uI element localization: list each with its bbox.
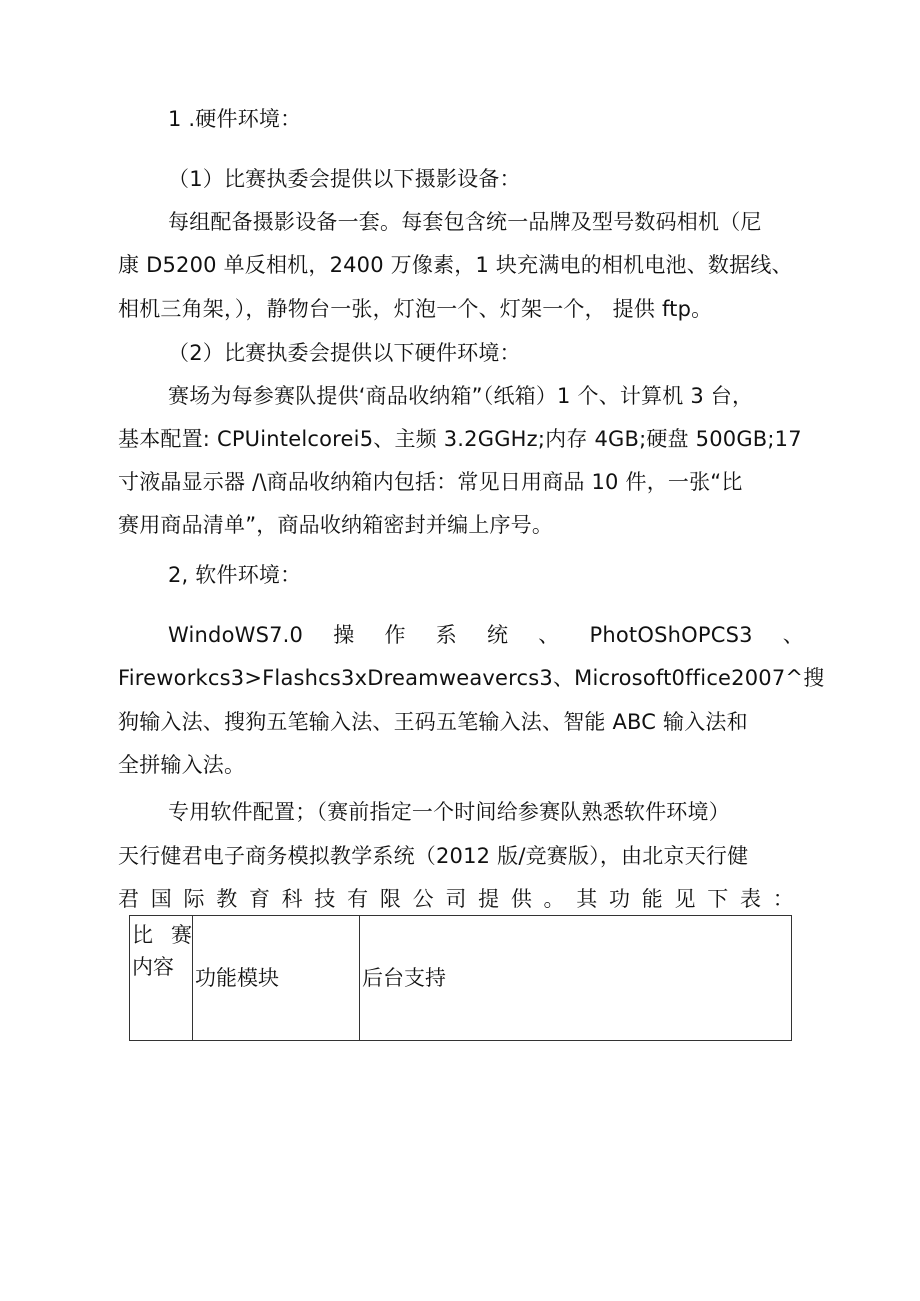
provider-char: 表	[739, 887, 762, 911]
os-word: 系	[435, 623, 457, 647]
provider-char: 育	[248, 887, 271, 911]
os-word: 、	[782, 623, 804, 647]
special-software-line: 专用软件配置；（赛前指定一个时间给参赛队熟悉软件环境）	[168, 800, 730, 824]
provider-char: 司	[445, 887, 467, 911]
software-list-line-3: 全拼输入法。	[118, 753, 246, 777]
software-list-line-1: Fireworkcs3>Flashcs3xDreamweavercs3、Microsoft0ffice2007^搜	[118, 666, 825, 690]
provider-char: 有	[347, 887, 369, 911]
contest-header-char: 比	[132, 923, 153, 947]
table-row	[130, 916, 792, 1041]
provider-char: ：	[772, 887, 794, 911]
contest-header-char: 赛	[171, 923, 192, 947]
os-word: WindoWS7.0	[168, 623, 304, 647]
provider-char: 其	[576, 887, 598, 911]
table-cell-module	[193, 916, 360, 1041]
provider-line	[118, 884, 794, 914]
provider-char: 供	[510, 887, 533, 911]
provider-char: 君	[118, 887, 140, 911]
os-word: 、	[538, 623, 560, 647]
module-header: 功能模块	[195, 966, 279, 990]
provider-char: 教	[216, 887, 238, 911]
provider-char: 见	[674, 887, 696, 911]
contest-header-top	[132, 920, 192, 950]
hardware-para-line-3: 寸液晶显示器 /\商品收纳箱内包括：常见日用商品 10 件，一张“比	[118, 470, 743, 494]
provider-char: 公	[412, 887, 434, 911]
provider-char: 功	[609, 887, 631, 911]
contest-header-bottom: 内容	[132, 955, 174, 979]
hardware-subheading: （2）比赛执委会提供以下硬件环境：	[168, 341, 521, 365]
os-line	[168, 620, 804, 650]
provider-char: 下	[707, 887, 729, 911]
software-heading: 2, 软件环境：	[168, 563, 302, 587]
hardware-heading: 1 .硬件环境：	[168, 107, 302, 131]
provider-char: 国	[150, 887, 172, 911]
provider-char: 科	[281, 887, 303, 911]
equipment-subheading: （1）比赛执委会提供以下摄影设备：	[168, 167, 521, 191]
table-cell-backend	[360, 916, 792, 1041]
provider-char: 际	[183, 887, 205, 911]
provider-char: 提	[478, 887, 500, 911]
backend-header: 后台支持	[362, 966, 446, 990]
os-word: 统	[486, 623, 509, 647]
equipment-para-line-3: 相机三角架，），静物台一张，灯泡一个、灯架一个， 提供 ftp。	[118, 297, 713, 321]
os-word: 操	[333, 623, 355, 647]
provider-char: 。	[543, 887, 565, 911]
provider-char: 技	[314, 887, 336, 911]
os-word: 作	[384, 623, 406, 647]
table-cell-contest	[130, 916, 193, 1041]
equipment-para-line-2: 康 D5200 单反相机，2400 万像素，1 块充满电的相机电池、数据线、	[118, 253, 793, 277]
hardware-para-line-1: 赛场为每参赛队提供‘商品收纳箱”（纸箱）1 个、计算机 3 台，	[168, 384, 754, 408]
system-line: 天行健君电子商务模拟教学系统（2012 版/竞赛版），由北京天行健	[118, 844, 749, 868]
provider-char: 能	[641, 887, 663, 911]
hardware-para-line-4: 赛用商品清单”，商品收纳箱密封并编上序号。	[118, 513, 554, 537]
software-list-line-2: 狗输入法、搜狗五笔输入法、王码五笔输入法、智能 ABC 输入法和	[118, 710, 748, 734]
provider-char: 限	[379, 887, 402, 911]
equipment-para-line-1: 每组配备摄影设备一套。每套包含统一品牌及型号数码相机（尼	[168, 210, 762, 234]
os-word: PhotOShOPCS3	[589, 623, 753, 647]
hardware-para-line-2: 基本配置: CPUintelcorei5、主频 3.2GGHz;内存 4GB;硬盘 500GB;17	[118, 427, 802, 451]
function-table	[129, 915, 792, 1041]
